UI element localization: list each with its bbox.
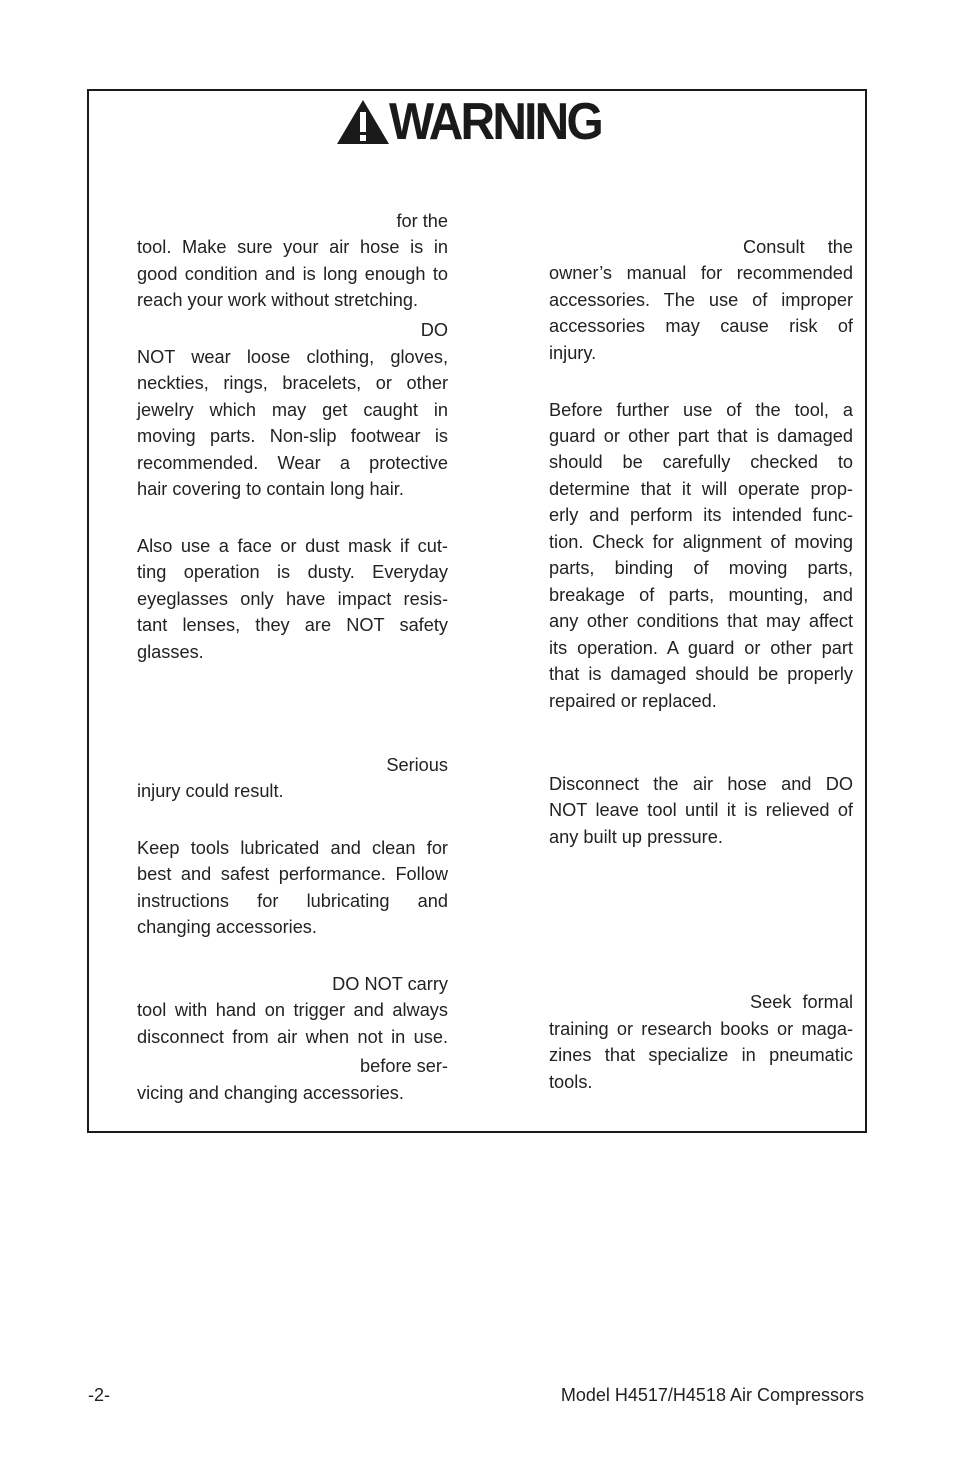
text-line: erly and perform its intended func- [549,505,853,525]
text-line: any built up pressure. [549,827,723,847]
text-line: for the [396,211,448,231]
warning-title: WARNING [389,93,601,151]
text-line: tools. [549,1072,593,1092]
text-line: Seek formal [749,992,853,1012]
text-line: training or research books or maga- [549,1019,853,1039]
text-line: disconnect from air when not in use. [137,1027,448,1047]
text-line: DO NOT carry [332,974,448,994]
warning-header [335,93,619,151]
text-line: Disconnect the air hose and DO [549,774,853,794]
text-line: repaired or replaced. [549,691,717,711]
model-name: Model H4517/H4518 Air Compressors [560,1385,864,1405]
warning-triangle-icon [335,98,391,146]
text-line: best and safest performance. Follow [137,864,448,884]
text-line: before ser- [360,1056,448,1076]
text-line: injury. [549,343,597,363]
text-line: tant lenses, they are NOT safety [137,615,448,635]
text-line: Also use a face or dust mask if cut- [137,536,448,556]
text-line: accessories. The use of improper [549,290,853,310]
text-line: Serious [386,755,448,775]
text-line: guard or other part that is damaged [549,426,853,446]
text-line: injury could result. [137,781,284,801]
text-line: Consult the [742,237,853,257]
text-line: tion. Check for alignment of moving [549,532,853,552]
text-line: breakage of parts, mounting, and [549,585,853,605]
text-line: neckties, rings, bracelets, or other [137,373,448,393]
text-line: hair covering to contain long hair. [137,479,404,499]
text-line: DO [420,320,448,340]
text-line: any other conditions that may affect [549,611,853,631]
text-line: NOT leave tool until it is relieved of [549,800,853,820]
text-line: zines that specialize in pneumatic [549,1045,853,1065]
text-line: tool. Make sure your air hose is in [137,237,448,257]
text-line: parts, binding of moving parts, [549,558,853,578]
text-line: reach your work without stretching. [137,290,419,310]
text-line: ting operation is dusty. Everyday [137,562,448,582]
text-line: moving parts. Non-slip footwear is [137,426,448,446]
text-line: owner’s manual for recommended [549,263,853,283]
text-line: changing accessories. [137,917,317,937]
text-line: recommended. Wear a protective [137,453,448,473]
text-line: Keep tools lubricated and clean for [137,838,448,858]
text-line: NOT wear loose clothing, gloves, [137,347,448,367]
text-line: tool with hand on trigger and always [137,1000,448,1020]
page-number: -2- [88,1385,110,1405]
text-line: its operation. A guard or other part [549,638,853,658]
text-line: Before further use of the tool, a [549,400,853,420]
text-line: instructions for lubricating and [137,891,448,911]
text-line: jewelry which may get caught in [137,400,448,420]
text-line: eyeglasses only have impact resis- [137,589,448,609]
text-line: good condition and is long enough to [137,264,448,284]
text-line: determine that it will operate prop- [549,479,853,499]
text-line: that is damaged should be properly [549,664,853,684]
text-line: glasses. [137,642,204,662]
text-line: accessories may cause risk of [549,316,853,336]
text-line: should be carefully checked to [549,452,853,472]
text-line: vicing and changing accessories. [137,1083,404,1103]
